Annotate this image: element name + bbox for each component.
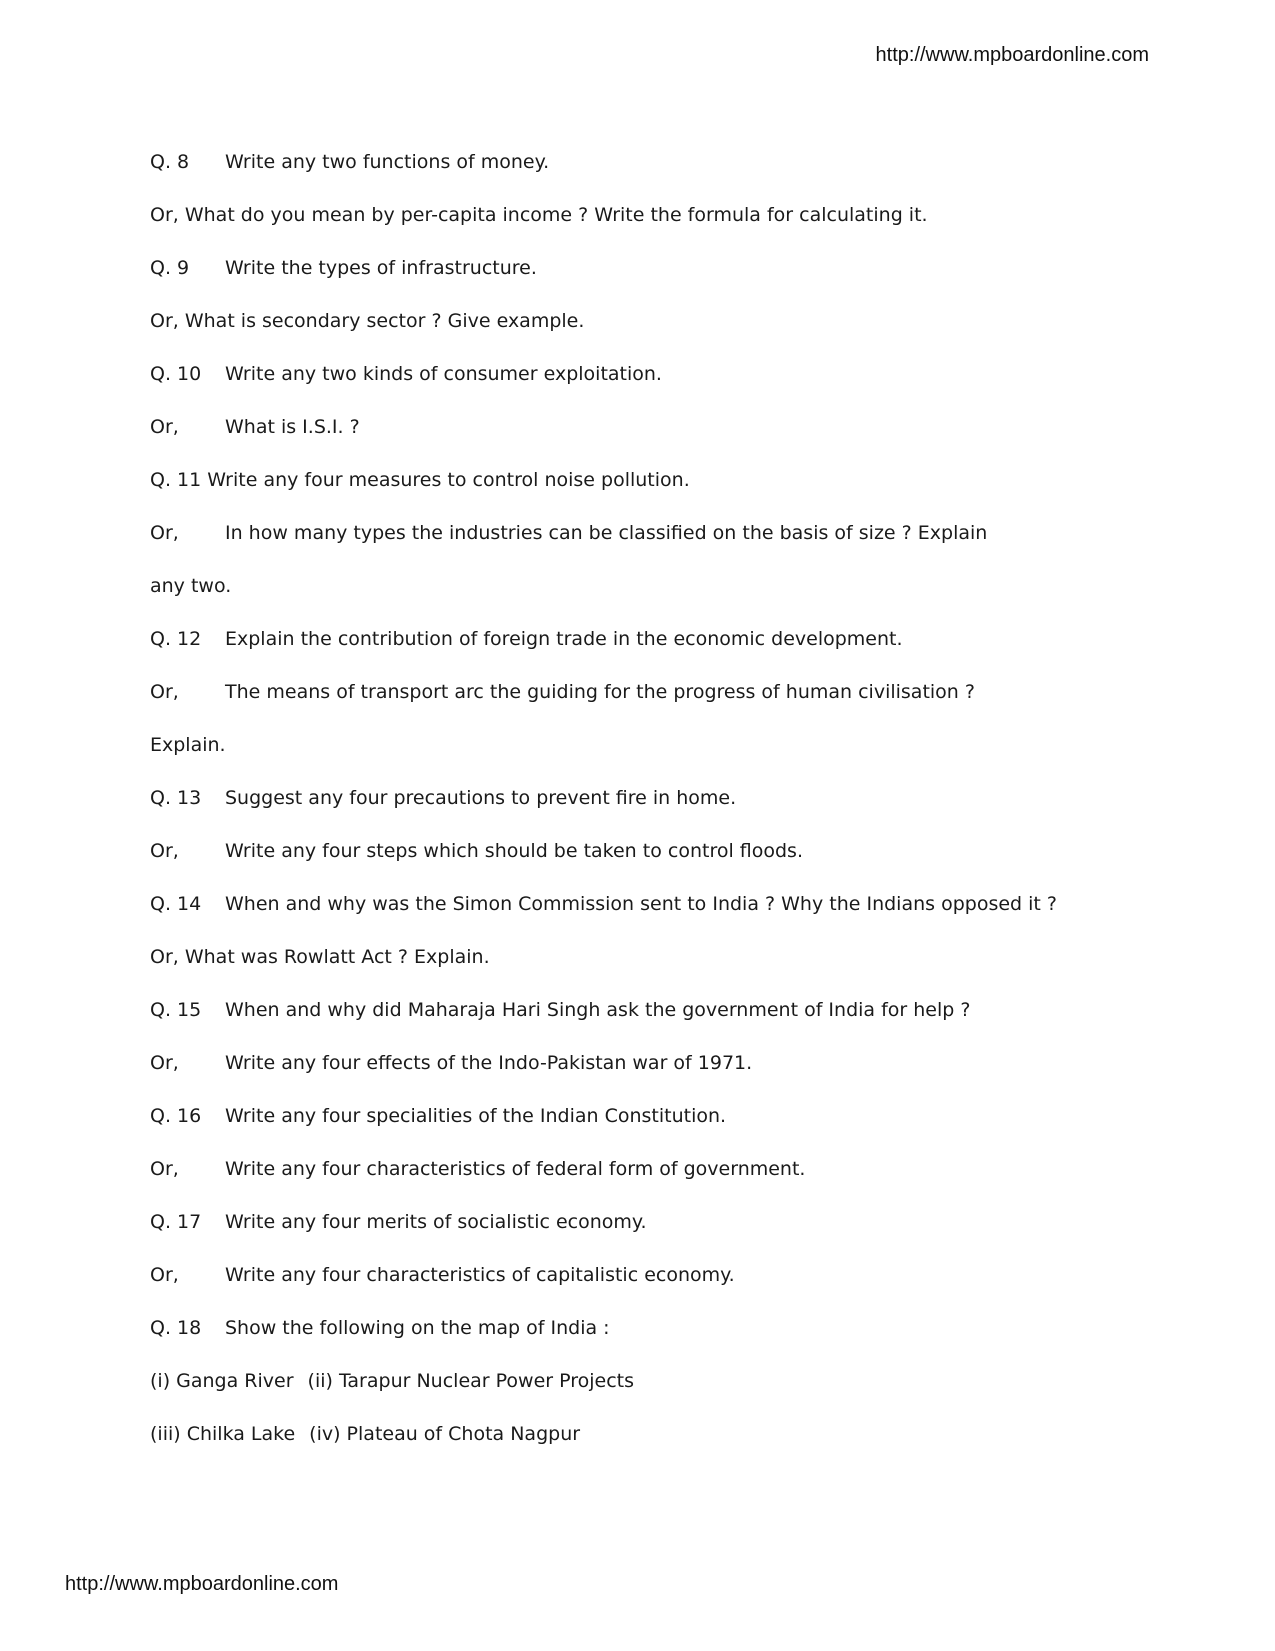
question-10-alternative — [150, 411, 1150, 464]
map-items-row-1 — [150, 1365, 1150, 1418]
question-14 — [150, 888, 1150, 941]
question-9 — [150, 252, 1150, 305]
question-12 — [150, 623, 1150, 676]
question-18 — [150, 1312, 1150, 1365]
question-15-alternative — [150, 1047, 1150, 1100]
question-text: Explain the contribution of foreign trade in the economic development. — [225, 628, 903, 650]
or-label: Or, — [150, 1052, 179, 1074]
question-text: Explain. — [150, 734, 226, 756]
map-item: (ii) Tarapur Nuclear Power Projects — [307, 1370, 635, 1392]
question-label: Q. 10 — [150, 363, 202, 385]
question-12-alternative — [150, 676, 1150, 729]
or-label: Or, — [150, 1264, 179, 1286]
question-text: The means of transport arc the guiding for the progress of human civilisation ? — [225, 681, 975, 703]
question-16-alternative — [150, 1153, 1150, 1206]
header-url: http://www.mpboardonline.com — [875, 44, 1149, 66]
question-13 — [150, 782, 1150, 835]
question-label: Q. 9 — [150, 257, 190, 279]
question-text: Write any four merits of socialistic economy. — [225, 1211, 647, 1233]
question-11-alternative — [150, 517, 1150, 570]
question-text: In how many types the industries can be classified on the basis of size ? Explain — [225, 522, 988, 544]
question-16 — [150, 1100, 1150, 1153]
question-label: Q. 15 — [150, 999, 202, 1021]
question-label: Q. 16 — [150, 1105, 202, 1127]
question-15 — [150, 994, 1150, 1047]
question-12-alternative-continued — [150, 729, 1150, 782]
question-text: any two. — [150, 575, 232, 597]
question-text: Show the following on the map of India : — [225, 1317, 610, 1339]
question-text: Write any two functions of money. — [225, 151, 550, 173]
map-item: (iii) Chilka Lake — [150, 1423, 296, 1445]
question-text: Write any four characteristics of federal form of government. — [225, 1158, 806, 1180]
or-label: Or, — [150, 522, 179, 544]
question-text: Or, What do you mean by per-capita income ? Write the formula for calculating it. — [150, 204, 928, 226]
question-text: Write any four steps which should be taken to control floods. — [225, 840, 803, 862]
footer-url: http://www.mpboardonline.com — [65, 1573, 339, 1595]
question-11-alternative-continued — [150, 570, 1150, 623]
question-10 — [150, 358, 1150, 411]
question-13-alternative — [150, 835, 1150, 888]
question-label: Q. 13 — [150, 787, 202, 809]
question-text: Write any four characteristics of capitalistic economy. — [225, 1264, 735, 1286]
question-text: Suggest any four precautions to prevent fire in home. — [225, 787, 737, 809]
question-17-alternative — [150, 1259, 1150, 1312]
question-11 — [150, 464, 1150, 517]
map-items-row-2 — [150, 1418, 1150, 1471]
question-9-alternative — [150, 305, 1150, 358]
question-8-alternative — [150, 199, 1150, 252]
or-label: Or, — [150, 416, 179, 438]
question-label: Q. 12 — [150, 628, 202, 650]
question-label: Q. 14 — [150, 893, 202, 915]
question-text: What is I.S.I. ? — [225, 416, 360, 438]
question-text: Write any four specialities of the Indian Constitution. — [225, 1105, 727, 1127]
question-text: Write the types of infrastructure. — [225, 257, 537, 279]
question-text: Write any two kinds of consumer exploitation. — [225, 363, 662, 385]
map-item: (iv) Plateau of Chota Nagpur — [309, 1423, 581, 1445]
question-8 — [150, 146, 1150, 199]
question-list — [150, 146, 1150, 1471]
question-17 — [150, 1206, 1150, 1259]
or-label: Or, — [150, 1158, 179, 1180]
question-text: Or, What is secondary sector ? Give example. — [150, 310, 585, 332]
question-label: Q. 17 — [150, 1211, 202, 1233]
map-item: (i) Ganga River — [150, 1370, 294, 1392]
question-text: When and why was the Simon Commission sent to India ? Why the Indians opposed it ? — [225, 893, 1057, 915]
question-text: Or, What was Rowlatt Act ? Explain. — [150, 946, 490, 968]
question-text: Q. 11 Write any four measures to control noise pollution. — [150, 469, 690, 491]
question-label: Q. 8 — [150, 151, 190, 173]
or-label: Or, — [150, 840, 179, 862]
question-label: Q. 18 — [150, 1317, 202, 1339]
question-text: When and why did Maharaja Hari Singh ask the government of India for help ? — [225, 999, 971, 1021]
question-text: Write any four effects of the Indo-Pakistan war of 1971. — [225, 1052, 753, 1074]
or-label: Or, — [150, 681, 179, 703]
question-14-alternative — [150, 941, 1150, 994]
